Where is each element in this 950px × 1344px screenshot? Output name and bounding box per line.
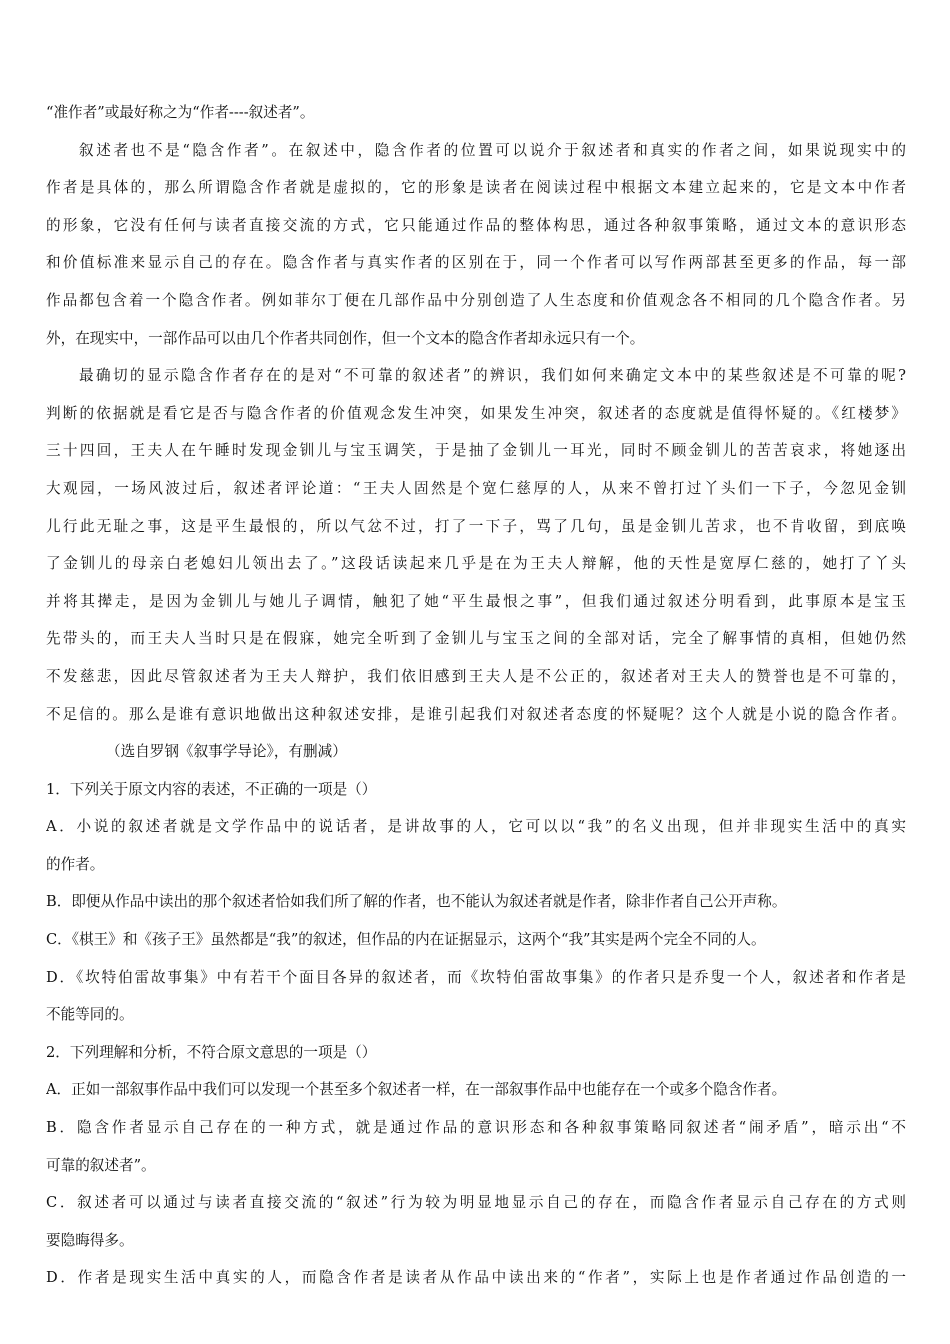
paragraph-line: 并将其撵走，是因为金钏儿与她儿子调情，触犯了她“平生最恨之事”，但我们通过叙述分明看到，此事原本是宝玉 — [46, 592, 906, 610]
question-stem: 1．下列关于原文内容的表述，不正确的一项是（） — [46, 780, 377, 798]
paragraph-implied-author — [46, 132, 906, 358]
paragraph-line: 叙述者也不是“隐含作者”。在叙述中，隐含作者的位置可以说介于叙述者和真实的作者之间，如果说现实中的 — [79, 141, 906, 159]
paragraph-line: 的形象，它没有任何与读者直接交流的方式，它只能通过作品的整体构思，通过各种叙事策略，通过文本的意识形态 — [46, 216, 906, 234]
option-a-continued: 的作者。 — [46, 855, 105, 873]
paragraph-line: 外，在现实中，一部作品可以由几个作者共同创作，但一个文本的隐含作者却永远只有一个。 — [46, 329, 645, 347]
paragraph-line: 三十四回，王夫人在午睡时发现金钏儿与宝玉调笑，于是抽了金钏儿一耳光，同时不顾金钏儿的苦苦哀求，将她逐出 — [46, 442, 906, 460]
paragraph-line: 不足信的。那么是谁有意识地做出这种叙述安排，是谁引起我们对叙述者态度的怀疑呢？这个人就是小说的隐含作者。 — [46, 705, 906, 723]
option-d: D．作者是现实生活中真实的人，而隐含作者是读者从作品中读出来的“作者”，实际上也是作者通过作品创造的一 — [46, 1269, 906, 1287]
option-d: D．《坎特伯雷故事集》中有若干个面目各异的叙述者，而《坎特伯雷故事集》的作者只是乔叟一个人，叙述者和作者是 — [46, 968, 906, 986]
paragraph-unreliable-narrator — [46, 357, 906, 733]
paragraph-line: 和价值标准来显示自己的存在。隐含作者与真实作者的区别在于，同一个作者可以写作两部甚至更多的作品，每一部 — [46, 254, 906, 272]
paragraph-line: 大观园，一场风波过后，叙述者评论道：“王夫人固然是个宽仁慈厚的人，从来不曾打过丫头们一下子，今忽见金钏 — [46, 479, 906, 497]
option-c: C．《棋王》和《孩子王》虽然都是“我”的叙述，但作品的内在证据显示，这两个“我”其实是两个完全不同的人。 — [46, 931, 766, 949]
option-a: A．正如一部叙事作品中我们可以发现一个甚至多个叙述者一样，在一部叙事作品中也能存在一个或多个隐含作者。 — [46, 1081, 787, 1099]
question-1 — [46, 771, 906, 1034]
paragraph-line: 作者是具体的，那么所谓隐含作者就是虚拟的，它的形象是读者在阅读过程中根据文本建立起来的，它是文本中作者 — [46, 179, 906, 197]
paragraph-line: 儿行此无耻之事，这是平生最恨的，所以气忿不过，打了一下子，骂了几句，虽是金钏儿苦求，也不肯收留，到底唤 — [46, 517, 906, 535]
paragraph-line: 了金钏儿的母亲白老媳妇儿领出去了。”这段话读起来几乎是在为王夫人辩解，他的天性是宽厚仁慈的，她打了丫头 — [46, 555, 906, 573]
paragraph-continuation: “准作者”或最好称之为“作者----叙述者”。 — [46, 104, 315, 121]
option-d-continued: 不能等同的。 — [46, 1006, 134, 1024]
option-a: A．小说的叙述者就是文学作品中的说话者，是讲故事的人，它可以以“我”的名义出现，但并非现实生活中的真实 — [46, 818, 906, 836]
paragraph-line: 不发慈悲，因此尽管叙述者为王夫人辩护，我们依旧感到王夫人是不公正的，叙述者对王夫人的赞誉也是不可靠的， — [46, 667, 906, 685]
question-stem: 2．下列理解和分析，不符合原文意思的一项是（） — [46, 1043, 377, 1061]
paragraph-line: 先带头的，而王夫人当时只是在假寐，她完全听到了金钏儿与宝玉之间的全部对话，完全了解事情的真相，但她仍然 — [46, 630, 906, 648]
paragraph-line: 作品都包含着一个隐含作者。例如菲尔丁便在几部作品中分别创造了人生态度和价值观念各不相同的几个隐含作者。另 — [46, 291, 906, 309]
option-c-continued: 要隐晦得多。 — [46, 1231, 134, 1249]
document-page — [46, 94, 906, 1297]
paragraph-line: 判断的依据就是看它是否与隐含作者的价值观念发生冲突，如果发生冲突，叙述者的态度就是值得怀疑的。《红楼梦》 — [46, 404, 906, 422]
option-b-continued: 可靠的叙述者”。 — [46, 1156, 156, 1174]
option-c: C．叙述者可以通过与读者直接交流的“叙述”行为较为明显地显示自己的存在，而隐含作者显示自己存在的方式则 — [46, 1194, 906, 1212]
paragraph-line: 最确切的显示隐含作者存在的是对“不可靠的叙述者”的辨识，我们如何来确定文本中的某些叙述是不可靠的呢? — [79, 367, 906, 385]
option-b: B．隐含作者显示自己存在的一种方式，就是通过作品的意识形态和各种叙事策略同叙述者“闹矛盾”，暗示出“不 — [46, 1119, 906, 1137]
source-citation: （选自罗钢《叙事学导论》，有删减） — [106, 743, 347, 761]
option-b: B．即便从作品中读出的那个叙述者恰如我们所了解的作者，也不能认为叙述者就是作者，除非作者自己公开声称。 — [46, 893, 787, 911]
question-2 — [46, 1034, 906, 1297]
